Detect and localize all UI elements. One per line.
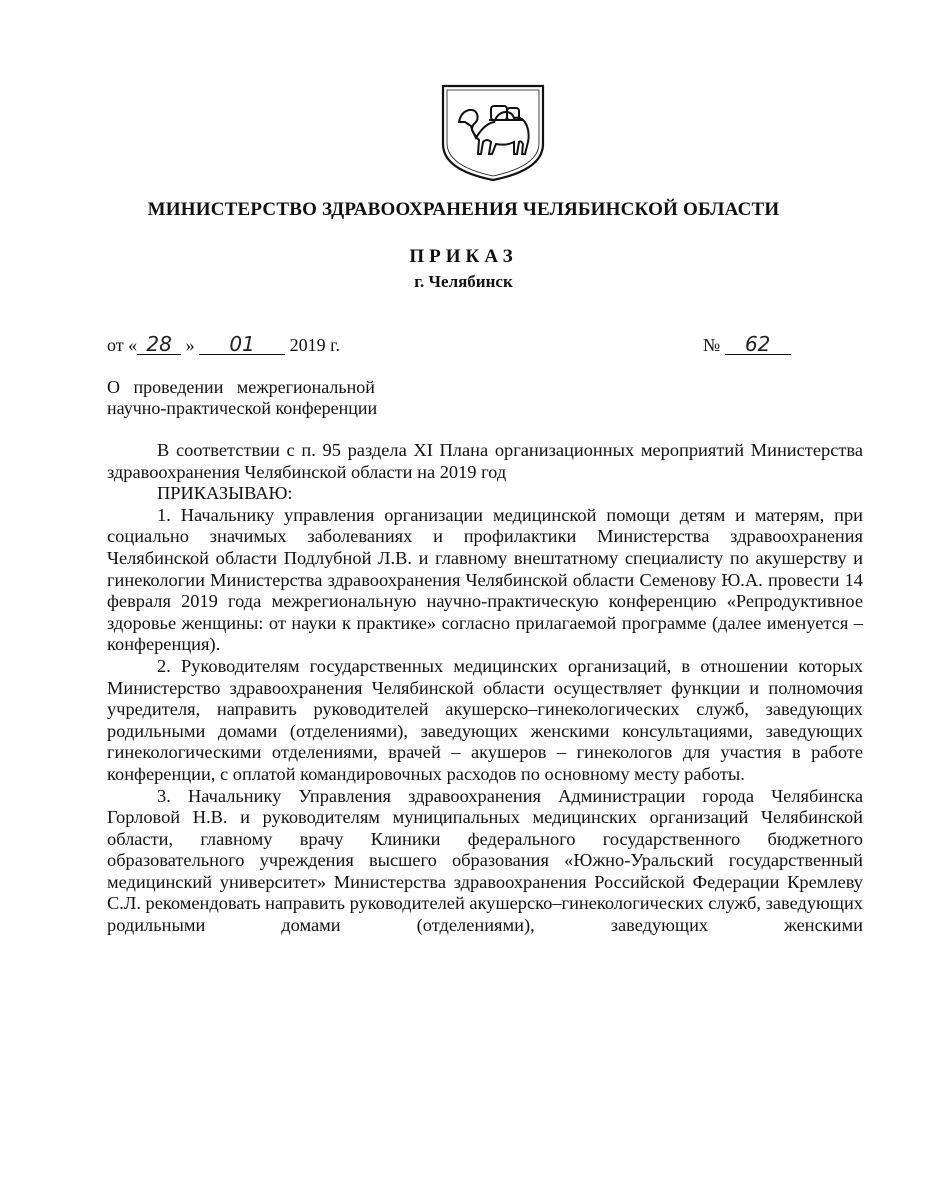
order-number-line [703,334,791,356]
subject-line-1: О проведении межрегиональной [107,377,375,397]
date-mid: » [185,335,195,355]
paragraph-1: 1. Начальнику управления организации медицинской помощи детям и матерям, при социально значимых заболеваниях и профилактики Министерства здравоохранения Челябинской области Подлубной Л.В. и главному внештатному специалисту по акушерству и гинекологии Министерства здравоохранения Челябинской области Семенову Ю.А. провести 14 февраля 2019 года межрегиональную научно-практическую конференцию «Репродуктивное здоровье женщины: от науки к практике» согласно прилагаемой программе (далее именуется – конференция). [107,504,863,655]
subject-line-2: научно-практической конференции [107,398,378,418]
city-line: г. Челябинск [414,272,513,291]
order-body [107,440,863,937]
paragraph-2: 2. Руководителям государственных медицинских организаций, в отношении которых Министерство здравоохранения Челябинской области осуществляет функции и полномочия учредителя, направить руководителей акушерско–гинекологических служб, заведующих родильными домами (отделениями), заведующих женскими консультациями, заведующих гинекологическими отделениями, врачей – акушеров – гинекологов для участия в работе конференции, с оплатой командировочных расходов по основному месту работы. [107,655,863,784]
date-prefix: от « [107,335,138,355]
date-month-handwritten: 01 [199,334,285,355]
date-day-handwritten: 28 [137,334,181,355]
order-subject [107,377,467,419]
date-year: 2019 г. [289,335,340,355]
paragraph-3: 3. Начальнику Управления здравоохранения Администрации города Челябинска Горловой Н.В. и руководителям муниципальных медицинских организаций Челябинской области, главному врачу Клиники федерального государственного бюджетного образовательного учреждения высшего образования «Южно-Уральский государственный медицинский университет» Министерства здравоохранения Российской Федерации Кремлеву С.Л. рекомендовать направить руководителей акушерско–гинекологических служб, заведующих родильными домами (отделениями), заведующих женскими [107,785,863,936]
order-number-handwritten: 62 [725,334,791,355]
date-line [107,334,340,356]
number-prefix: № [703,335,721,355]
ministry-title: МИНИСТЕРСТВО ЗДРАВООХРАНЕНИЯ ЧЕЛЯБИНСКОЙ ОБЛАСТИ [147,199,780,220]
coat-of-arms-emblem [437,82,549,182]
document-type-title: ПРИКАЗ [409,246,518,267]
intro-paragraph: В соответствии с п. 95 раздела XI Плана организационных мероприятий Министерства здравоохранения Челябинской области на 2019 год [107,440,863,482]
order-word: ПРИКАЗЫВАЮ: [157,483,293,504]
